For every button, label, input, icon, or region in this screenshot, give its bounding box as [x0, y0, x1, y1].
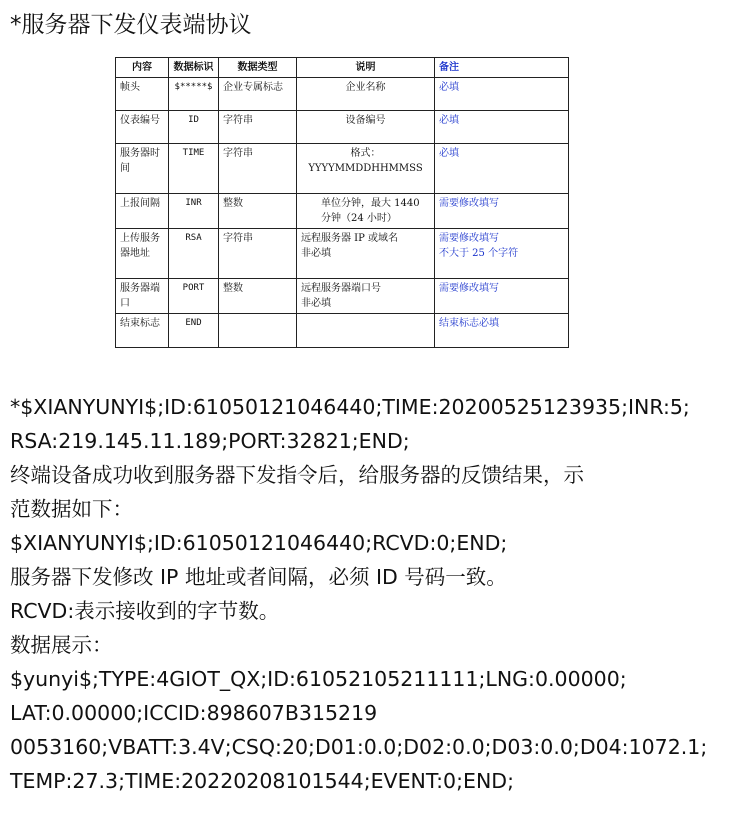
table-header-row [116, 58, 569, 78]
cell-content: 服务器时间 [116, 144, 169, 194]
table-row [116, 314, 569, 348]
protocol-table [115, 57, 568, 348]
text-line: $XIANYUNYI$;ID:61050121046440;RCVD:0;END; [10, 531, 508, 555]
cell-description: 远程服务器 IP 或域名 非必填 [297, 229, 435, 279]
text-line: 范数据如下： [10, 497, 133, 521]
text-line: 终端设备成功收到服务器下发指令后，给服务器的反馈结果，示 [10, 463, 584, 487]
header-data-type: 数据类型 [219, 58, 297, 78]
table-row [116, 279, 569, 314]
cell-content: 服务器端口 [116, 279, 169, 314]
cell-description [297, 314, 435, 348]
cell-content: 上传服务器地址 [116, 229, 169, 279]
header-content: 内容 [116, 58, 169, 78]
cell-data-id: RSA [169, 229, 219, 279]
cell-content: 结束标志 [116, 314, 169, 348]
cell-remark: 必填 [435, 111, 569, 144]
cell-data-type: 企业专属标志 [219, 78, 297, 111]
cell-description: 设备编号 [297, 111, 435, 144]
cell-remark: 需要修改填写 [435, 194, 569, 229]
table-row [116, 111, 569, 144]
cell-content: 上报间隔 [116, 194, 169, 229]
header-description: 说明 [297, 58, 435, 78]
cell-data-id: PORT [169, 279, 219, 314]
cell-data-id: ID [169, 111, 219, 144]
text-line: TEMP:27.3;TIME:20220208101544;EVENT:0;END; [10, 769, 514, 793]
header-data-id: 数据标识 [169, 58, 219, 78]
text-line: 0053160;VBATT:3.4V;CSQ:20;D01:0.0;D02:0.0;D03:0.0;D04:1072.1; [10, 735, 708, 759]
cell-remark: 结束标志必填 [435, 314, 569, 348]
cell-content: 仪表编号 [116, 111, 169, 144]
table-row [116, 78, 569, 111]
cell-data-type: 字符串 [219, 111, 297, 144]
cell-data-type [219, 314, 297, 348]
cell-data-id: TIME [169, 144, 219, 194]
cell-remark: 必填 [435, 144, 569, 194]
text-line: LAT:0.00000;ICCID:898607B315219 [10, 701, 378, 725]
text-line: $yunyi$;TYPE:4GIOT_QX;ID:61052105211111;LNG:0.00000; [10, 667, 627, 691]
cell-data-type: 整数 [219, 279, 297, 314]
table-row [116, 229, 569, 279]
table-row [116, 144, 569, 194]
cell-remark: 需要修改填写 不大于 25 个字符 [435, 229, 569, 279]
cell-data-type: 整数 [219, 194, 297, 229]
text-line: *$XIANYUNYI$;ID:61050121046440;TIME:20200525123935;INR:5; [10, 395, 690, 419]
text-line: RSA:219.145.11.189;PORT:32821;END; [10, 429, 410, 453]
cell-description: 单位分钟，最大 1440 分钟（24 小时） [297, 194, 435, 229]
cell-data-id: END [169, 314, 219, 348]
cell-remark: 需要修改填写 [435, 279, 569, 314]
cell-data-type: 字符串 [219, 144, 297, 194]
protocol-body-text [10, 390, 745, 798]
table-row [116, 194, 569, 229]
text-line: 数据展示： [10, 633, 113, 657]
page-heading: *服务器下发仪表端协议 [10, 12, 252, 38]
text-line: RCVD:表示接收到的字节数。 [10, 599, 280, 623]
header-remark: 备注 [435, 58, 569, 78]
cell-data-id: INR [169, 194, 219, 229]
cell-data-type: 字符串 [219, 229, 297, 279]
cell-remark: 必填 [435, 78, 569, 111]
cell-description: 远程服务器端口号 非必填 [297, 279, 435, 314]
cell-data-id: $*****$ [169, 78, 219, 111]
text-line: 服务器下发修改 IP 地址或者间隔，必须 ID 号码一致。 [10, 565, 507, 589]
cell-description: 企业名称 [297, 78, 435, 111]
cell-content: 帧头 [116, 78, 169, 111]
cell-description: 格式： YYYYMMDDHHMMSS [297, 144, 435, 194]
